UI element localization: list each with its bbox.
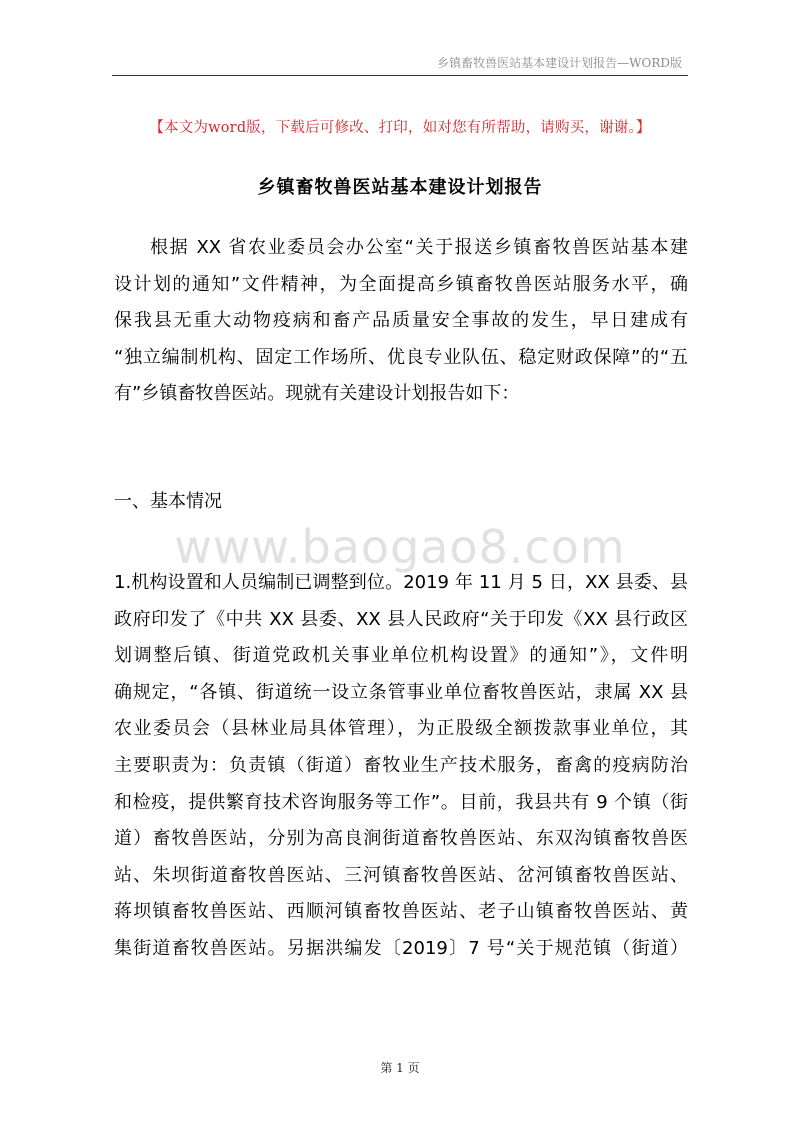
paragraph-line: 1.机构设置和人员编制已调整到位。2019 年 11 月 5 日，XX 县委、县	[114, 572, 688, 593]
paragraph-line: 确规定，“各镇、街道统一设立条管事业单位畜牧兽医站，隶属 XX 县	[114, 681, 688, 703]
paragraph-line: 农业委员会（县林业局具体管理），为正股级全额拨款事业单位，其	[114, 718, 688, 740]
paragraph-line: 设计划的通知”文件精神，为全面提高乡镇畜牧兽医站服务水平，确	[114, 273, 688, 295]
paragraph-line: 划调整后镇、街道党政机关事业单位机构设置》的通知”》，文件明	[114, 645, 688, 667]
paragraph-line: 政府印发了《中共 XX 县委、XX 县人民政府“关于印发《XX 县行政区	[114, 608, 688, 630]
header-divider	[112, 75, 688, 76]
body-paragraph	[114, 565, 688, 968]
paragraph-line: 道）畜牧兽医站，分别为高良涧街道畜牧兽医站、东双沟镇畜牧兽医	[114, 828, 688, 850]
paragraph-line: 主要职责为：负责镇（街道）畜牧业生产技术服务，畜禽的疫病防治	[114, 754, 688, 776]
paragraph-line: 集街道畜牧兽医站。另据洪编发〔2019〕7 号“关于规范镇（街道）	[114, 937, 688, 959]
paragraph-line: 蒋坝镇畜牧兽医站、西顺河镇畜牧兽医站、老子山镇畜牧兽医站、黄	[114, 901, 688, 923]
paragraph-line: 有”乡镇畜牧兽医站。现就有关建设计划报告如下：	[114, 383, 520, 405]
running-header: 乡镇畜牧兽医站基本建设计划报告—WORD版	[437, 56, 682, 70]
section-heading: 一、基本情况	[114, 491, 222, 512]
paragraph-line: 站、朱坝街道畜牧兽医站、三河镇畜牧兽医站、岔河镇畜牧兽医站、	[114, 864, 688, 886]
intro-paragraph	[114, 230, 688, 413]
purchase-notice: 【本文为word版，下载后可修改、打印，如对您有所帮助，请购买，谢谢。】	[149, 120, 651, 136]
paragraph-line: 保我县无重大动物疫病和畜产品质量安全事故的发生，早日建成有	[114, 310, 688, 332]
page-number: 第 1 页	[380, 1061, 420, 1075]
paragraph-line: 和检疫，提供繁育技术咨询服务等工作”。目前，我县共有 9 个镇（街	[114, 791, 688, 813]
watermark: www.baogao8.com	[174, 520, 626, 574]
paragraph-line: “独立编制机构、固定工作场所、优良专业队伍、稳定财政保障”的“五	[114, 346, 688, 368]
paragraph-line: 根据 XX 省农业委员会办公室“关于报送乡镇畜牧兽医站基本建	[150, 237, 688, 258]
document-title: 乡镇畜牧兽医站基本建设计划报告	[257, 177, 543, 198]
